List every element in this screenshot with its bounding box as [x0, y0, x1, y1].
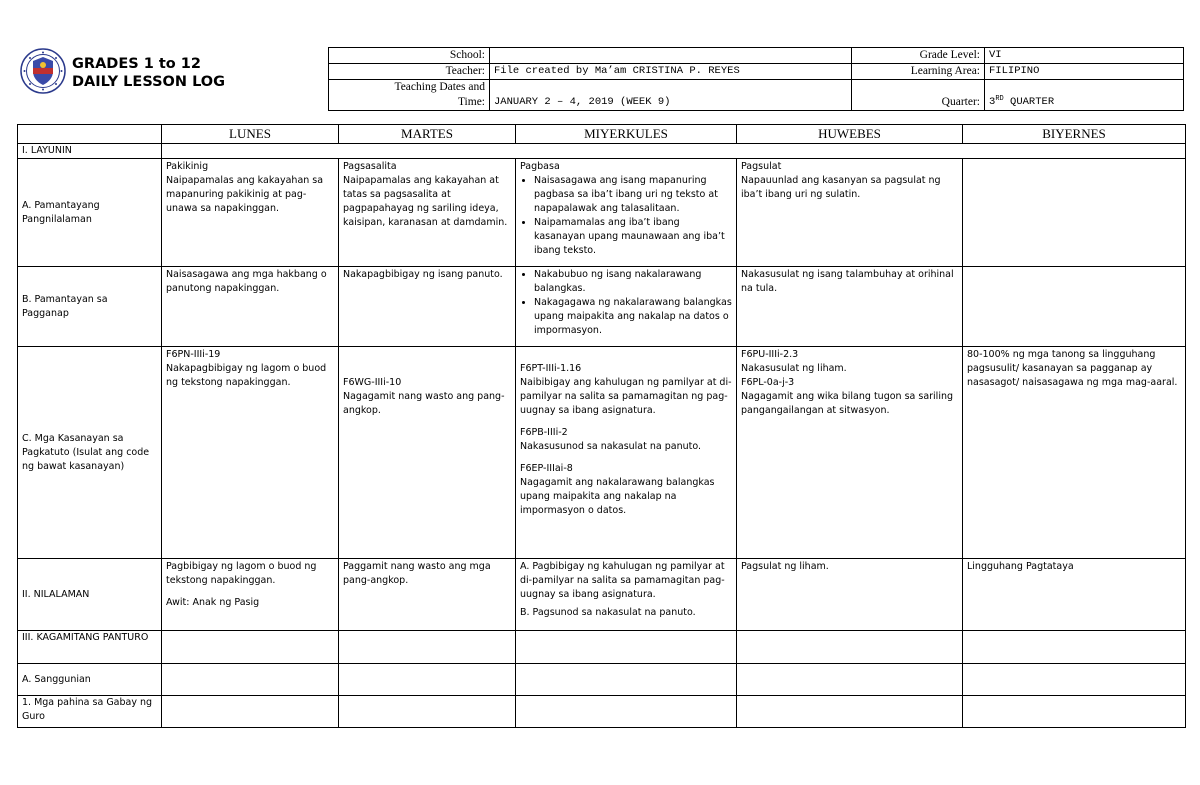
- quarter-label: Quarter:: [852, 80, 985, 111]
- b-miyerkules-list: [520, 268, 732, 338]
- layunin-row: [18, 144, 1186, 159]
- cell-c-miyerkules: [516, 347, 737, 559]
- c-miy-code-1: F6PT-IIIi-1.16: [520, 363, 582, 374]
- layunin-label: I. LAYUNIN: [18, 144, 162, 159]
- cell-a-martes: [339, 159, 516, 267]
- school-label: School:: [329, 48, 490, 64]
- cell-nilalaman-miyerkules: [516, 559, 737, 631]
- row-b: [18, 267, 1186, 347]
- document-title: [72, 55, 225, 91]
- cell-nilalaman-martes: Paggamit nang wasto ang mga pang-angkop.: [339, 559, 516, 631]
- row-gabay-guro: [18, 696, 1186, 728]
- c-huw-text-1: Nakasusulat ng liham.: [741, 363, 847, 374]
- cell-nilalaman-lunes: [162, 559, 339, 631]
- quarter-text: QUARTER: [1003, 96, 1055, 108]
- day-header-biyernes: BIYERNES: [963, 125, 1186, 144]
- day-header-martes: MARTES: [339, 125, 516, 144]
- cell-b-lunes: Naisasagawa ang mga hakbang o panutong napakinggan.: [162, 267, 339, 347]
- row-nilalaman: [18, 559, 1186, 631]
- a-huwebes-text: Napauunlad ang kasanyan sa pagsulat ng iba’t ibang uri ng sulatin.: [741, 175, 941, 200]
- nilalaman-lunes-song: Awit: Anak ng Pasig: [166, 597, 260, 608]
- cell-nilalaman-biyernes: Lingguhang Pagtataya: [963, 559, 1186, 631]
- table-cell: [162, 631, 339, 664]
- c-miy-code-2: F6PB-IIIi-2: [520, 427, 568, 438]
- teaching-dates-label: [329, 80, 490, 111]
- row-c: [18, 347, 1186, 559]
- quarter-number: 3: [989, 96, 996, 108]
- table-cell: [339, 631, 516, 664]
- cell-a-huwebes: [737, 159, 963, 267]
- row-a: [18, 159, 1186, 267]
- teaching-dates-label-line1: Teaching Dates and: [394, 81, 485, 93]
- teaching-dates-value: JANUARY 2 – 4, 2019 (WEEK 9): [490, 80, 852, 111]
- cell-nilalaman-huwebes: Pagsulat ng liham.: [737, 559, 963, 631]
- a-huwebes-heading: Pagsulat: [741, 161, 782, 172]
- teacher-label: Teacher:: [329, 64, 490, 80]
- a-martes-text: Naipapamalas ang kakayahan at tatas sa pagsasalita at pagpapahayag ng sariling ideya, kaisipan, karanasan at damdamin.: [343, 175, 508, 228]
- cell-c-lunes: [162, 347, 339, 559]
- table-cell: [162, 696, 339, 728]
- nilalaman-label: II. NILALAMAN: [18, 559, 162, 631]
- a-lunes-text: Naipapamalas ang kakayahan sa mapanuring pakikinig at pag-unawa sa napakinggan.: [166, 175, 324, 214]
- list-item: • Nakabubuo ng isang nakalarawang balangkas.: [534, 268, 732, 296]
- gabay-label: 1. Mga pahina sa Gabay ng Guro: [18, 696, 162, 728]
- sanggunian-label: A. Sanggunian: [18, 664, 162, 696]
- c-miy-text-2: Nakasusunod sa nakasulat na panuto.: [520, 441, 702, 452]
- deped-seal-icon: [20, 48, 66, 94]
- table-cell: [516, 631, 737, 664]
- title-line-2: DAILY LESSON LOG: [72, 74, 226, 90]
- row-sanggunian: [18, 664, 1186, 696]
- cell-c-biyernes: 80-100% ng mga tanong sa lingguhang pagsusulit/ kasanayan sa pagganap ay nasasagot/ naisasagawa ng mga mag-aaral.: [963, 347, 1186, 559]
- nilalaman-miy-b: B. Pagsunod sa nakasulat na panuto.: [520, 607, 696, 618]
- table-cell: [339, 696, 516, 728]
- header-info-table: [328, 47, 1184, 111]
- c-lunes-code: F6PN-IIIi-19: [166, 349, 221, 360]
- c-huw-code-1: F6PU-IIIi-2.3: [741, 349, 799, 360]
- row-kagamitan: [18, 631, 1186, 664]
- table-cell: [737, 664, 963, 696]
- cell-a-biyernes: [963, 159, 1186, 267]
- grade-level-label: Grade Level:: [852, 48, 985, 64]
- table-cell: [162, 664, 339, 696]
- teacher-value: File created by Ma’am CRISTINA P. REYES: [490, 64, 852, 80]
- nilalaman-miy-a: A. Pagbibigay ng kahulugan ng pamilyar at di-pamilyar na salita sa pamamagitan pag-uugnay sa ibang asignatura.: [520, 561, 725, 600]
- a-miyerkules-list: [520, 174, 732, 258]
- table-cell: [963, 631, 1186, 664]
- list-item: • Nakagagawa ng nakalarawang balangkas upang maipakita ang nakalap na datos o impormasyon.: [534, 296, 732, 338]
- row-b-label: B. Pamantayan sa Pagganap: [18, 267, 162, 347]
- grade-level-value: VI: [985, 48, 1184, 64]
- layunin-span: [162, 144, 1186, 159]
- lesson-log-table: [17, 124, 1186, 728]
- table-cell: [516, 696, 737, 728]
- list-item: • Naipamamalas ang iba’t ibang kasanayan upang maunawaan ang iba’t ibang teksto.: [534, 216, 732, 258]
- c-huw-text-2: Nagagamit ang wika bilang tugon sa sariling pangangailangan at sitwasyon.: [741, 391, 954, 416]
- c-miy-code-3: F6EP-IIIai-8: [520, 463, 573, 474]
- cell-b-miyerkules: [516, 267, 737, 347]
- cell-c-huwebes: [737, 347, 963, 559]
- quarter-value: [985, 80, 1184, 111]
- nilalaman-lunes-text: Pagbibigay ng lagom o buod ng tekstong napakinggan.: [166, 561, 317, 586]
- cell-b-martes: Nakapagbibigay ng isang panuto.: [339, 267, 516, 347]
- table-cell: [737, 631, 963, 664]
- table-cell: [339, 664, 516, 696]
- title-line-1: GRADES 1 to 12: [72, 56, 201, 72]
- row-c-label: C. Mga Kasanayan sa Pagkatuto (Isulat ang code ng bawat kasanayan): [18, 347, 162, 559]
- c-miy-text-1: Naibibigay ang kahulugan ng pamilyar at di-pamilyar na salita sa pamamagitan ng pag-uugnay sa ibang asignatura.: [520, 377, 732, 416]
- school-value: [490, 48, 852, 64]
- kagamitan-label: III. KAGAMITANG PANTURO: [18, 631, 162, 664]
- learning-area-label: Learning Area:: [852, 64, 985, 80]
- day-header-miyerkules: MIYERKULES: [516, 125, 737, 144]
- table-cell: [963, 696, 1186, 728]
- learning-area-value: FILIPINO: [985, 64, 1184, 80]
- table-cell: [963, 664, 1186, 696]
- cell-b-biyernes: [963, 267, 1186, 347]
- c-miy-text-3: Nagagamit ang nakalarawang balangkas upang maipakita ang nakalap na impormasyon o datos.: [520, 477, 715, 516]
- teaching-dates-label-line2: Time:: [457, 96, 485, 108]
- a-miyerkules-heading: Pagbasa: [520, 161, 560, 172]
- list-item: • Naisasagawa ang isang mapanuring pagbasa sa iba’t ibang uri ng teksto at napapalawak ang talasalitaan.: [534, 174, 732, 216]
- a-lunes-heading: Pakikinig: [166, 161, 209, 172]
- table-cell: [737, 696, 963, 728]
- cell-a-miyerkules: [516, 159, 737, 267]
- c-huw-code-2: F6PL-0a-j-3: [741, 377, 795, 388]
- c-lunes-text: Nakapagbibigay ng lagom o buod ng tekstong napakinggan.: [166, 363, 327, 388]
- corner-cell: [18, 125, 162, 144]
- quarter-suffix: RD: [995, 95, 1004, 103]
- cell-c-martes: [339, 347, 516, 559]
- cell-b-huwebes: Nakasusulat ng isang talambuhay at orihinal na tula.: [737, 267, 963, 347]
- table-cell: [516, 664, 737, 696]
- c-martes-code: F6WG-IIIi-10: [343, 377, 402, 388]
- day-header-huwebes: HUWEBES: [737, 125, 963, 144]
- c-martes-text: Nagagamit nang wasto ang pang-angkop.: [343, 391, 505, 416]
- day-header-lunes: LUNES: [162, 125, 339, 144]
- cell-a-lunes: [162, 159, 339, 267]
- a-martes-heading: Pagsasalita: [343, 161, 397, 172]
- row-a-label: A. Pamantayang Pangnilalaman: [18, 159, 162, 267]
- day-header-row: [18, 125, 1186, 144]
